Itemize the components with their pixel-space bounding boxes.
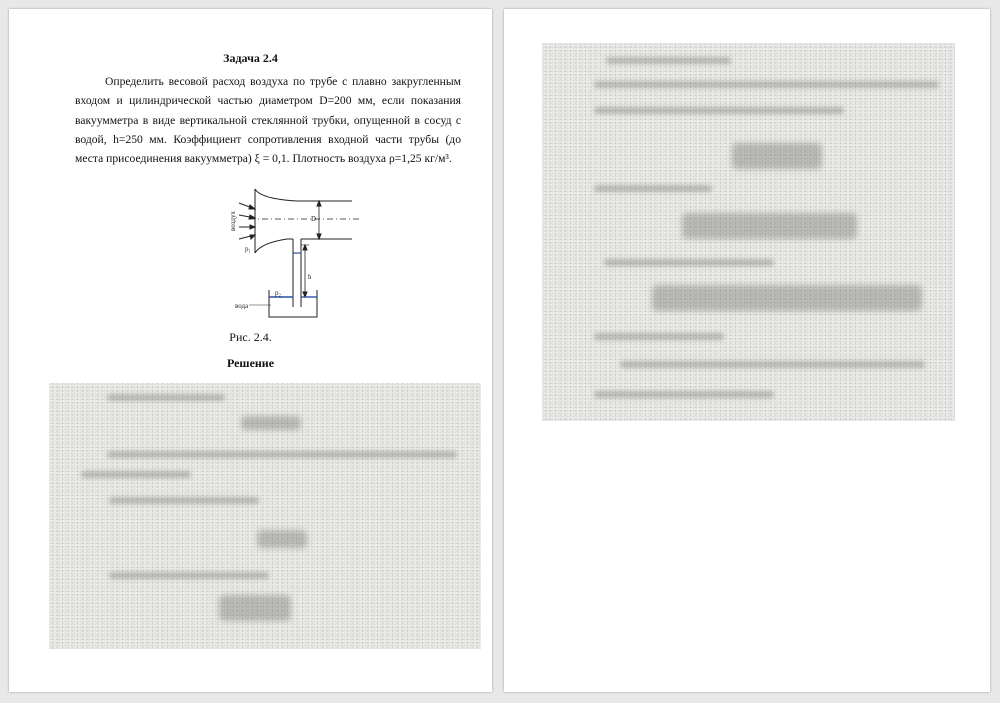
document-page-right: [504, 9, 990, 692]
pipe-diagram: [209, 187, 359, 322]
problem-text: Определить весовой расход воздуха по трубе с плавно закругленным входом и цилиндрической частью диаметром D=200 мм, если показания вакуумметра в виде вертикальной стеклянной трубки, опущенной в сосуд с водой, h=250 мм. Коэффициент сопротивления входной части трубы (до места присоединения вакуумметра) ξ = 0,1. Плотность воздуха ρ=1,25 кг/м³.: [75, 75, 461, 166]
label-D: D: [311, 215, 317, 223]
blurred-solution-preview-continued: [542, 43, 955, 421]
inlet-bottom-curve: [255, 239, 287, 253]
blurred-solution-preview: [49, 383, 481, 649]
label-water: вода: [235, 302, 249, 310]
label-h: h: [308, 273, 312, 281]
solution-heading: Решение: [226, 356, 275, 370]
label-p2: p₂: [275, 289, 281, 297]
document-page-left: [9, 9, 492, 692]
inlet-top-curve: [255, 189, 297, 201]
label-air: воздух: [229, 211, 237, 231]
label-p1: p₁: [245, 245, 251, 253]
figure-caption: Рис. 2.4.: [229, 330, 272, 344]
problem-title: Задача 2.4: [223, 51, 278, 65]
